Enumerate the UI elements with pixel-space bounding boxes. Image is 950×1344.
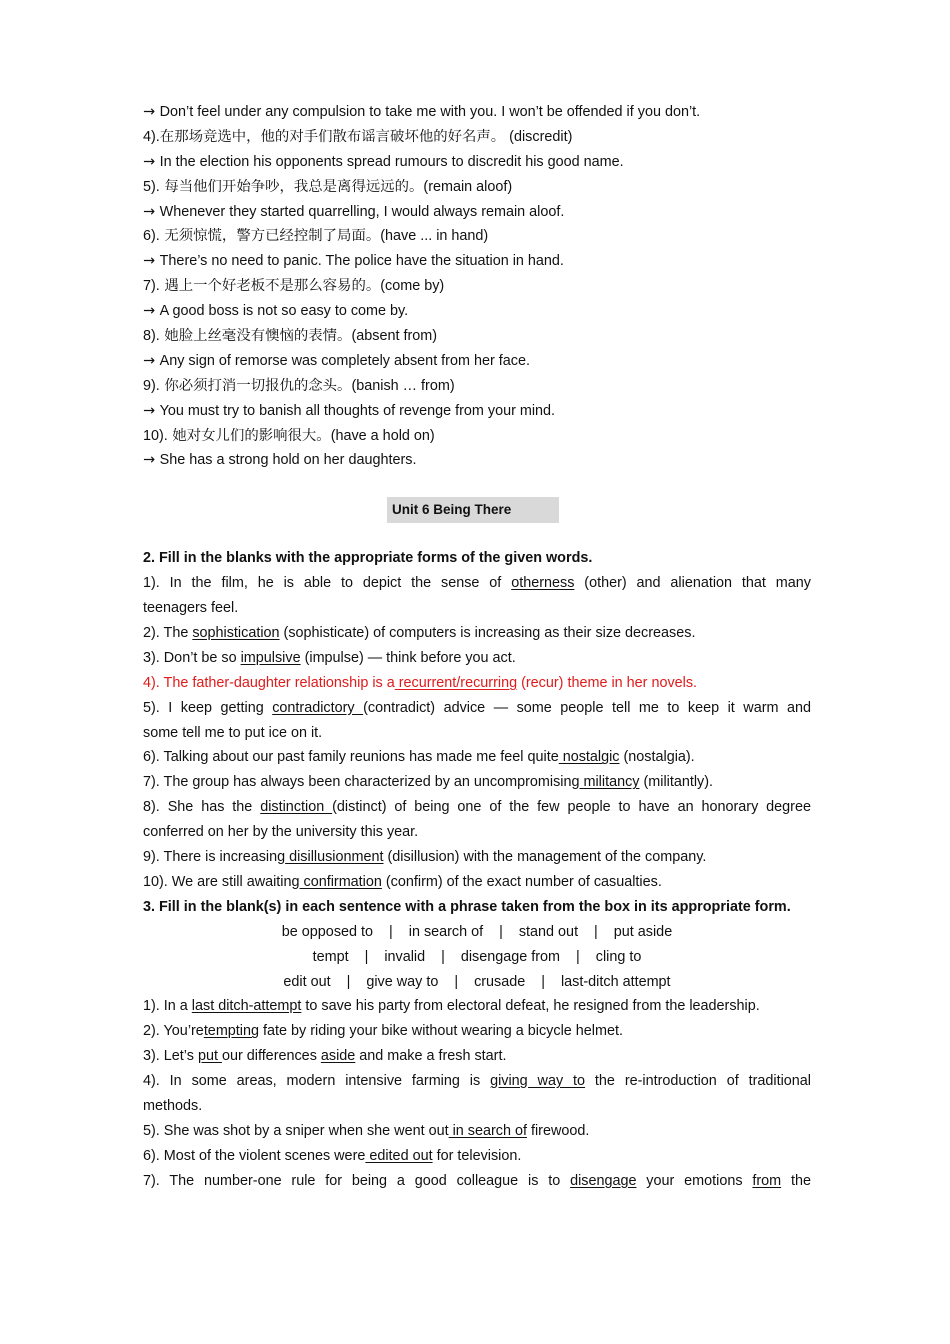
arrow-icon: → bbox=[143, 253, 160, 270]
exercise-item-continuation: teenagers feel. bbox=[143, 600, 239, 617]
answer-blank: disillusionment bbox=[285, 849, 384, 866]
chinese-sentence: 每当他们开始争吵，我总是离得远远的。 bbox=[159, 178, 424, 195]
sentence-text: 4). The father-daughter relationship is a bbox=[143, 674, 395, 691]
answer-blank: last ditch-attempt bbox=[191, 998, 302, 1015]
sentence-text: 5). She was shot by a sniper when she went out bbox=[143, 1122, 449, 1139]
phrase-hint: (remain aloof) bbox=[423, 178, 513, 195]
answer-blank: recurrent/recurring bbox=[394, 674, 518, 691]
phrase-hint: (have a hold on) bbox=[330, 427, 435, 444]
sentence-text: 7). The group has always been characterized by an uncompromising bbox=[143, 774, 580, 791]
answer-blank: contradictory bbox=[272, 699, 364, 716]
unit-heading-container bbox=[143, 473, 811, 546]
phrase-hint: (discredit) bbox=[505, 128, 573, 145]
sentence-text: 7). The number-one rule for being a good colleague is to bbox=[143, 1172, 571, 1189]
sentence-text: fate by riding your bike without wearing a bicycle helmet. bbox=[259, 1023, 623, 1040]
arrow-icon: → bbox=[143, 402, 160, 419]
translation-answer bbox=[143, 200, 811, 225]
answer-text: Whenever they started quarrelling, I would always remain aloof. bbox=[159, 203, 565, 220]
exercise-item bbox=[143, 696, 811, 721]
answer-blank: aside bbox=[320, 1048, 356, 1065]
answer-blank: put bbox=[197, 1048, 222, 1065]
arrow-icon: → bbox=[143, 303, 160, 320]
exercise-item bbox=[143, 795, 811, 820]
phrase-hint: (come by) bbox=[380, 278, 445, 295]
exercise-item bbox=[143, 770, 811, 795]
item-number: 7). bbox=[143, 278, 160, 295]
section-3-items bbox=[143, 994, 811, 1193]
translation-answer bbox=[143, 349, 811, 374]
sentence-text: 9). There is increasing bbox=[143, 849, 286, 866]
document-page bbox=[143, 100, 811, 1194]
answer-text: Don’t feel under any compulsion to take me with you. I won’t be offended if you don’t. bbox=[159, 104, 701, 120]
exercise-item bbox=[143, 870, 811, 895]
previous-exercise-answers bbox=[143, 100, 811, 473]
answer-blank: impulsive bbox=[240, 649, 301, 666]
phrase-box-row: edit out | give way to | crusade | last-ditch attempt bbox=[283, 973, 671, 990]
arrow-icon: → bbox=[143, 203, 160, 220]
sentence-text: 1). In a bbox=[143, 998, 192, 1015]
section-2-items bbox=[143, 571, 811, 895]
translation-prompt bbox=[143, 224, 811, 249]
exercise-item bbox=[143, 994, 811, 1019]
phrase-hint: (absent from) bbox=[351, 328, 438, 345]
exercise-item-continuation: conferred on her by the university this year. bbox=[143, 824, 419, 841]
item-number: 5). bbox=[143, 178, 160, 195]
phrase-hint: (banish … from) bbox=[351, 377, 455, 394]
phrase-box-row: be opposed to | in search of | stand out | put aside bbox=[281, 923, 673, 940]
sentence-text: 6). Talking about our past family reunions has made me feel quite bbox=[143, 749, 559, 766]
translation-prompt bbox=[143, 374, 811, 399]
phrase-box-row: tempt | invalid | disengage from | cling to bbox=[312, 948, 642, 965]
sentence-text: (confirm) of the exact number of casualties. bbox=[381, 873, 662, 890]
sentence-text: 5). I keep getting bbox=[143, 699, 273, 716]
answer-blank: giving way to bbox=[490, 1073, 586, 1090]
item-number: 9). bbox=[143, 377, 160, 394]
answer-blank: edited out bbox=[365, 1147, 433, 1164]
translation-prompt bbox=[143, 175, 811, 200]
sentence-text: (nostalgia). bbox=[619, 749, 695, 766]
sentence-text: firewood. bbox=[526, 1122, 590, 1139]
arrow-icon: → bbox=[143, 153, 160, 170]
translation-answer bbox=[143, 249, 811, 274]
item-number: 10). bbox=[143, 427, 168, 444]
answer-blank: from bbox=[752, 1172, 782, 1189]
translation-answer bbox=[143, 150, 811, 175]
exercise-item bbox=[143, 646, 811, 671]
answer-blank: distinction bbox=[260, 799, 333, 816]
exercise-item-continuation: methods. bbox=[143, 1097, 203, 1114]
answer-text: A good boss is not so easy to come by. bbox=[159, 303, 409, 320]
section-3-title: 3. Fill in the blank(s) in each sentence with a phrase taken from the box in its appropriate form. bbox=[143, 898, 791, 915]
chinese-sentence: 遇上一个好老板不是那么容易的。 bbox=[159, 278, 381, 295]
sentence-text: (distinct) of being one of the few people to have an honorary degree bbox=[332, 799, 811, 816]
answer-blank: sophistication bbox=[192, 625, 280, 642]
item-number: 6). bbox=[143, 228, 160, 245]
translation-answer bbox=[143, 399, 811, 424]
translation-answer bbox=[143, 448, 811, 473]
translation-prompt bbox=[143, 125, 811, 150]
sentence-text: for television. bbox=[432, 1147, 522, 1164]
sentence-text: 2). You’re bbox=[143, 1023, 204, 1040]
answer-text: In the election his opponents spread rumours to discredit his good name. bbox=[159, 153, 624, 170]
sentence-text: 4). In some areas, modern intensive farming is bbox=[143, 1073, 491, 1090]
exercise-item bbox=[143, 1019, 811, 1044]
sentence-text: 3). Don’t be so bbox=[143, 649, 241, 666]
sentence-text: (sophisticate) of computers is increasing as their size decreases. bbox=[279, 625, 696, 642]
item-number: 8). bbox=[143, 328, 160, 345]
sentence-text: 1). In the film, he is able to depict the sense of bbox=[143, 575, 512, 592]
answer-text: Any sign of remorse was completely absent from her face. bbox=[159, 352, 530, 369]
chinese-sentence: 无须惊慌，警方已经控制了局面。 bbox=[159, 228, 381, 245]
answer-blank: in search of bbox=[448, 1122, 527, 1139]
exercise-item bbox=[143, 1044, 811, 1069]
sentence-text: (militantly). bbox=[639, 774, 714, 791]
exercise-item bbox=[143, 845, 811, 870]
translation-answer bbox=[143, 299, 811, 324]
translation-prompt bbox=[143, 274, 811, 299]
sentence-text: (contradict) advice — some people tell me to keep it warm and bbox=[363, 699, 811, 716]
translation-answer bbox=[143, 100, 811, 125]
item-number: 4). bbox=[143, 128, 160, 145]
answer-blank: militancy bbox=[579, 774, 640, 791]
exercise-item bbox=[143, 745, 811, 770]
chinese-sentence: 你必须打消一切报仇的念头。 bbox=[159, 377, 352, 394]
sentence-text: the re-introduction of traditional bbox=[585, 1073, 811, 1090]
sentence-text: and make a fresh start. bbox=[355, 1048, 507, 1065]
sentence-text: our differences bbox=[221, 1048, 321, 1065]
phrase-box bbox=[143, 920, 811, 995]
sentence-text: 6). Most of the violent scenes were bbox=[143, 1147, 366, 1164]
exercise-item bbox=[143, 671, 811, 696]
answer-text: She has a strong hold on her daughters. bbox=[159, 452, 417, 469]
answer-blank: tempting bbox=[203, 1023, 260, 1040]
sentence-text: your emotions bbox=[636, 1172, 753, 1189]
exercise-item bbox=[143, 1144, 811, 1169]
answer-blank: confirmation bbox=[299, 873, 382, 890]
translation-prompt bbox=[143, 424, 811, 449]
arrow-icon: → bbox=[143, 452, 160, 469]
sentence-text: (recur) theme in her novels. bbox=[517, 674, 698, 691]
answer-blank: disengage bbox=[570, 1172, 637, 1189]
chinese-sentence: 她脸上丝毫没有懊恼的表情。 bbox=[159, 328, 352, 345]
sentence-text: (other) and alienation that many bbox=[574, 575, 811, 592]
chinese-sentence: 在那场竞选中，他的对手们散布谣言破坏他的好名声。 bbox=[159, 128, 506, 145]
sentence-text: 2). The bbox=[143, 625, 193, 642]
unit-heading: Unit 6 Being There bbox=[387, 497, 559, 523]
sentence-text: (impulse) — think before you act. bbox=[300, 649, 516, 666]
sentence-text: 8). She has the bbox=[143, 799, 261, 816]
answer-text: There’s no need to panic. The police have the situation in hand. bbox=[159, 253, 564, 270]
exercise-item bbox=[143, 1169, 811, 1194]
sentence-text: 10). We are still awaiting bbox=[143, 873, 300, 890]
section-2-title: 2. Fill in the blanks with the appropriate forms of the given words. bbox=[143, 550, 593, 567]
phrase-hint: (have ... in hand) bbox=[380, 228, 489, 245]
sentence-text: the bbox=[781, 1172, 811, 1189]
chinese-sentence: 她对女儿们的影响很大。 bbox=[167, 427, 331, 444]
sentence-text: to save his party from electoral defeat, he resigned from the leadership. bbox=[301, 998, 760, 1015]
answer-blank: nostalgic bbox=[558, 749, 620, 766]
sentence-text: (disillusion) with the management of the company. bbox=[383, 849, 707, 866]
sentence-text: 3). Let’s bbox=[143, 1048, 198, 1065]
exercise-item bbox=[143, 1119, 811, 1144]
exercise-item bbox=[143, 1069, 811, 1094]
exercise-item bbox=[143, 621, 811, 646]
arrow-icon: → bbox=[143, 352, 160, 369]
answer-blank: otherness bbox=[511, 575, 575, 592]
answer-text: You must try to banish all thoughts of revenge from your mind. bbox=[159, 402, 556, 419]
exercise-item-continuation: some tell me to put ice on it. bbox=[143, 724, 323, 741]
arrow-icon: → bbox=[143, 104, 160, 120]
exercise-item bbox=[143, 571, 811, 596]
translation-prompt bbox=[143, 324, 811, 349]
